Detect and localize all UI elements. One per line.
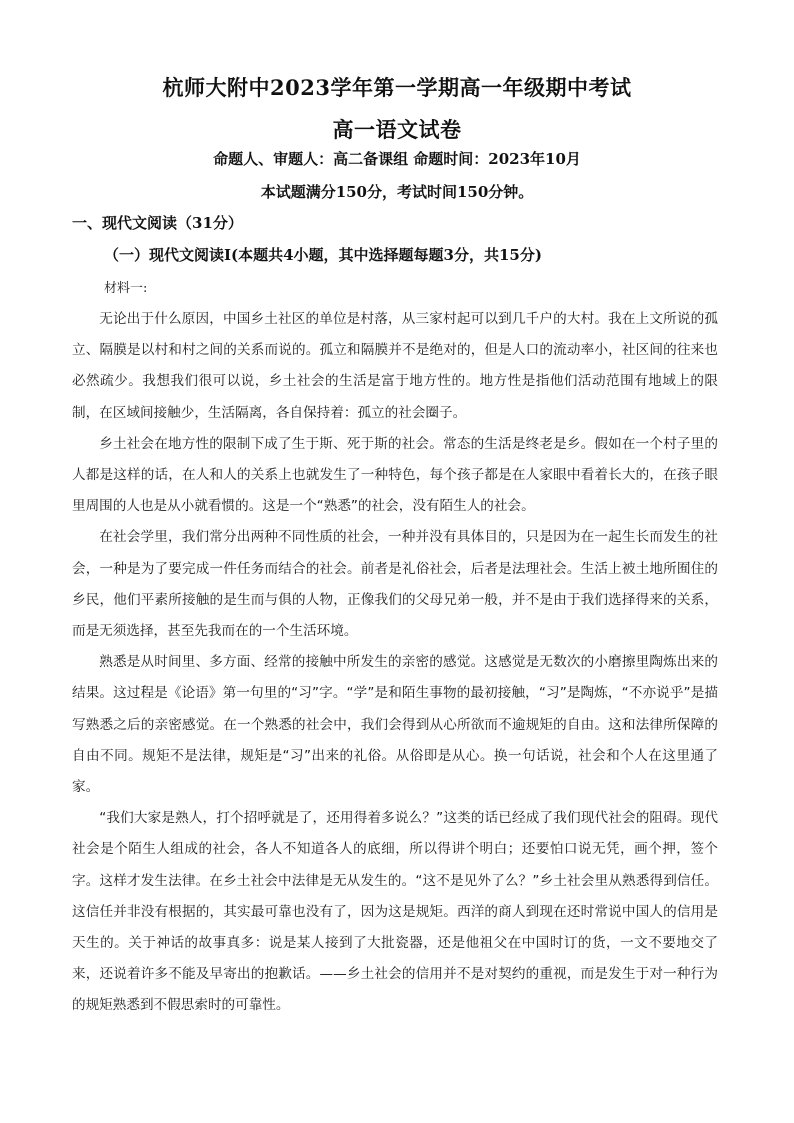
- exam-subtitle: 高一语文试卷: [332, 117, 462, 142]
- material-label: 材料一:: [104, 281, 148, 296]
- subsection-heading: （一）现代文阅读Ⅰ(本题共4小题，其中选择题每题3分，共15分): [104, 246, 542, 264]
- paragraph: “我们大家是熟人，打个招呼就是了，还用得着多说么？”这类的话已经成了我们现代社会的阻碍。现代社会是个陌生人组成的社会，各人不知道各人的底细，所以得讲个明白；还要怕口说无凭，画个押，签个字。这样才发生法律。在乡土社会中法律是无从发生的。“这不是见外了么？”乡土社会里从熟悉得到信任。这信任并非没有根据的，其实最可靠也没有了，因为这是规矩。西洋的商人到现在还时常说中国人的信用是天生的。关于神话的故事真多：说是某人接到了大批瓷器，还是他祖父在中国时订的货，一文不要地交了来，还说着许多不能及早寄出的抱歉话。——乡土社会的信用并不是对契约的重视，而是发生于对一种行为的规矩熟悉到不假思索时的可靠性。: [72, 810, 718, 1014]
- paragraph: 在社会学里，我们常分出两种不同性质的社会，一种并没有具体目的，只是因为在一起生长而发生的社会，一种是为了要完成一件任务而结合的社会。前者是礼俗社会，后者是法理社会。生活上被土地所囿住的乡民，他们平素所接触的是生而与俱的人物，正像我们的父母兄弟一般，并不是由于我们选择得来的关系，而是无须选择，甚至先我而在的一个生活环境。: [72, 529, 718, 640]
- passage-body: [72, 304, 718, 1022]
- exam-title: 杭师大附中2023学年第一学期高一年级期中考试: [162, 75, 632, 100]
- paragraph: 熟悉是从时间里、多方面、经常的接触中所发生的亲密的感觉。这感觉是无数次的小磨擦里陶炼出来的结果。这过程是《论语》第一句里的“习”字。“学”是和陌生事物的最初接触，“习”是陶炼，“不亦说乎”是描写熟悉之后的亲密感觉。在一个熟悉的社会中，我们会得到从心所欲而不逾规矩的自由。这和法律所保障的自由不同。规矩不是法律，规矩是“习”出来的礼俗。从俗即是从心。换一句话说，社会和个人在这里通了家。: [72, 654, 718, 796]
- section-heading: 一、现代文阅读（31分）: [72, 214, 243, 232]
- authors-line: 命题人、审题人：高二备课组 命题时间：2023年10月: [213, 150, 581, 168]
- paragraph: 无论出于什么原因，中国乡土社区的单位是村落，从三家村起可以到几千户的大村。我在上文所说的孤立、隔膜是以村和村之间的关系而说的。孤立和隔膜并不是绝对的，但是人口的流动率小，社区间的往来也必然疏少。我想我们很可以说，乡土社会的生活是富于地方性的。地方性是指他们活动范围有地域上的限制，在区域间接触少，生活隔离，各自保持着：孤立的社会圈子。: [72, 311, 718, 421]
- paragraph: 乡土社会在地方性的限制下成了生于斯、死于斯的社会。常态的生活是终老是乡。假如在一个村子里的人都是这样的话，在人和人的关系上也就发生了一种特色，每个孩子都是在人家眼中看着长大的，在孩子眼里周围的人也是从小就看惯的。这是一个“熟悉”的社会，没有陌生人的社会。: [72, 435, 718, 515]
- score-line: 本试题满分150分，考试时间150分钟。: [260, 183, 534, 201]
